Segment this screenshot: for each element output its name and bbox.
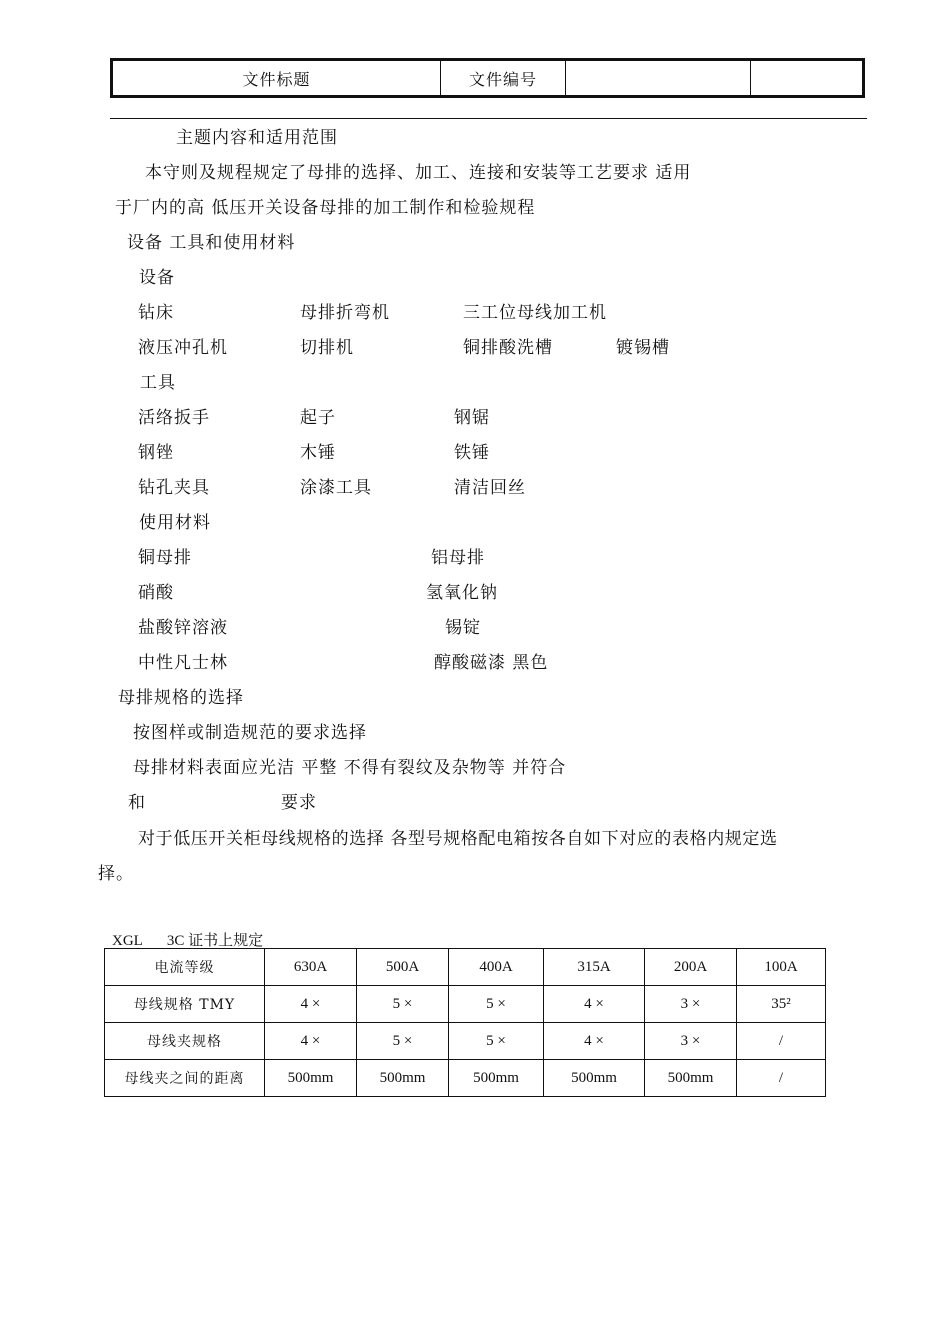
busbar-spec-table [104,948,826,1097]
table-caption [112,929,263,950]
table-cell: 630A [265,949,357,986]
table-cell: 35² [737,986,826,1023]
table-row-label: 母线规格 TMY [105,986,265,1023]
tool-item: 木锤 [300,443,336,463]
tool-item: 钢锯 [454,408,490,428]
tool-item: 铁锤 [454,443,490,463]
table-cell: 4 × [544,1023,645,1060]
section-heading: 母排规格的选择 [118,688,244,708]
table-cell: 400A [449,949,544,986]
table-cell: 5 × [357,986,449,1023]
table-cell: 3 × [645,1023,737,1060]
caption-model: XGL [112,933,143,949]
table-cell: 315A [544,949,645,986]
table-cell: 4 × [265,986,357,1023]
tool-item: 起子 [300,408,336,428]
section-heading: 设备 工具和使用材料 [127,233,296,253]
table-cell: 500mm [544,1060,645,1097]
material-item: 锡锭 [445,618,481,638]
paragraph-fragment: 要求 [281,793,317,813]
document-header-table [110,58,865,98]
file-title-label: 文件标题 [112,60,441,97]
table-row [105,949,826,986]
paragraph-line: 于厂内的高 低压开关设备母排的加工制作和检验规程 [115,198,536,218]
table-cell: 5 × [357,1023,449,1060]
paragraph-line: 择。 [98,864,134,884]
paragraph-line: 对于低压开关柜母线规格的选择 各型号规格配电箱按各自如下对应的表格内规定选 [138,829,778,849]
header-divider [110,118,867,119]
subsection-heading: 设备 [139,268,175,288]
header-cell-3 [566,60,751,97]
caption-note: 3C 证书上规定 [166,933,264,949]
table-cell: / [737,1060,826,1097]
equipment-item: 铜排酸洗槽 [463,338,553,358]
material-item: 硝酸 [138,583,174,603]
tool-item: 活络扳手 [138,408,210,428]
subsection-heading: 工具 [140,373,176,393]
table-cell: 3 × [645,986,737,1023]
table-cell: 500A [357,949,449,986]
table-cell: 200A [645,949,737,986]
table-cell: 500mm [449,1060,544,1097]
equipment-item: 切排机 [300,338,354,358]
paragraph-fragment: 和 [128,793,146,813]
equipment-item: 钻床 [138,303,174,323]
table-cell: 5 × [449,986,544,1023]
table-row-label: 母线夹之间的距离 [105,1060,265,1097]
table-cell: 100A [737,949,826,986]
table-row [105,1060,826,1097]
table-cell: 4 × [544,986,645,1023]
material-item: 盐酸锌溶液 [138,618,228,638]
file-number-label: 文件编号 [441,60,566,97]
paragraph-line: 按图样或制造规范的要求选择 [133,723,367,743]
table-row-label: 电流等级 [105,949,265,986]
table-cell: 4 × [265,1023,357,1060]
material-item: 铜母排 [138,548,192,568]
table-cell: 5 × [449,1023,544,1060]
tool-item: 钢锉 [138,443,174,463]
material-item: 醇酸磁漆 黑色 [434,653,549,673]
paragraph-line: 母排材料表面应光洁 平整 不得有裂纹及杂物等 并符合 [133,758,567,778]
equipment-item: 母排折弯机 [300,303,390,323]
table-row-label: 母线夹规格 [105,1023,265,1060]
paragraph-line: 本守则及规程规定了母排的选择、加工、连接和安装等工艺要求 适用 [145,163,692,183]
table-row [105,1023,826,1060]
table-cell: / [737,1023,826,1060]
material-item: 氢氧化钠 [426,583,498,603]
tool-item: 清洁回丝 [454,478,526,498]
material-item: 铝母排 [431,548,485,568]
header-cell-4 [751,60,864,97]
subsection-heading: 使用材料 [139,513,211,533]
tool-item: 钻孔夹具 [138,478,210,498]
material-item: 中性凡士林 [138,653,228,673]
table-row [105,986,826,1023]
tool-item: 涂漆工具 [300,478,372,498]
table-cell: 500mm [265,1060,357,1097]
equipment-item: 镀锡槽 [616,338,670,358]
table-cell: 500mm [645,1060,737,1097]
equipment-item: 三工位母线加工机 [463,303,607,323]
section-heading: 主题内容和适用范围 [176,128,338,148]
table-cell: 500mm [357,1060,449,1097]
equipment-item: 液压冲孔机 [138,338,228,358]
